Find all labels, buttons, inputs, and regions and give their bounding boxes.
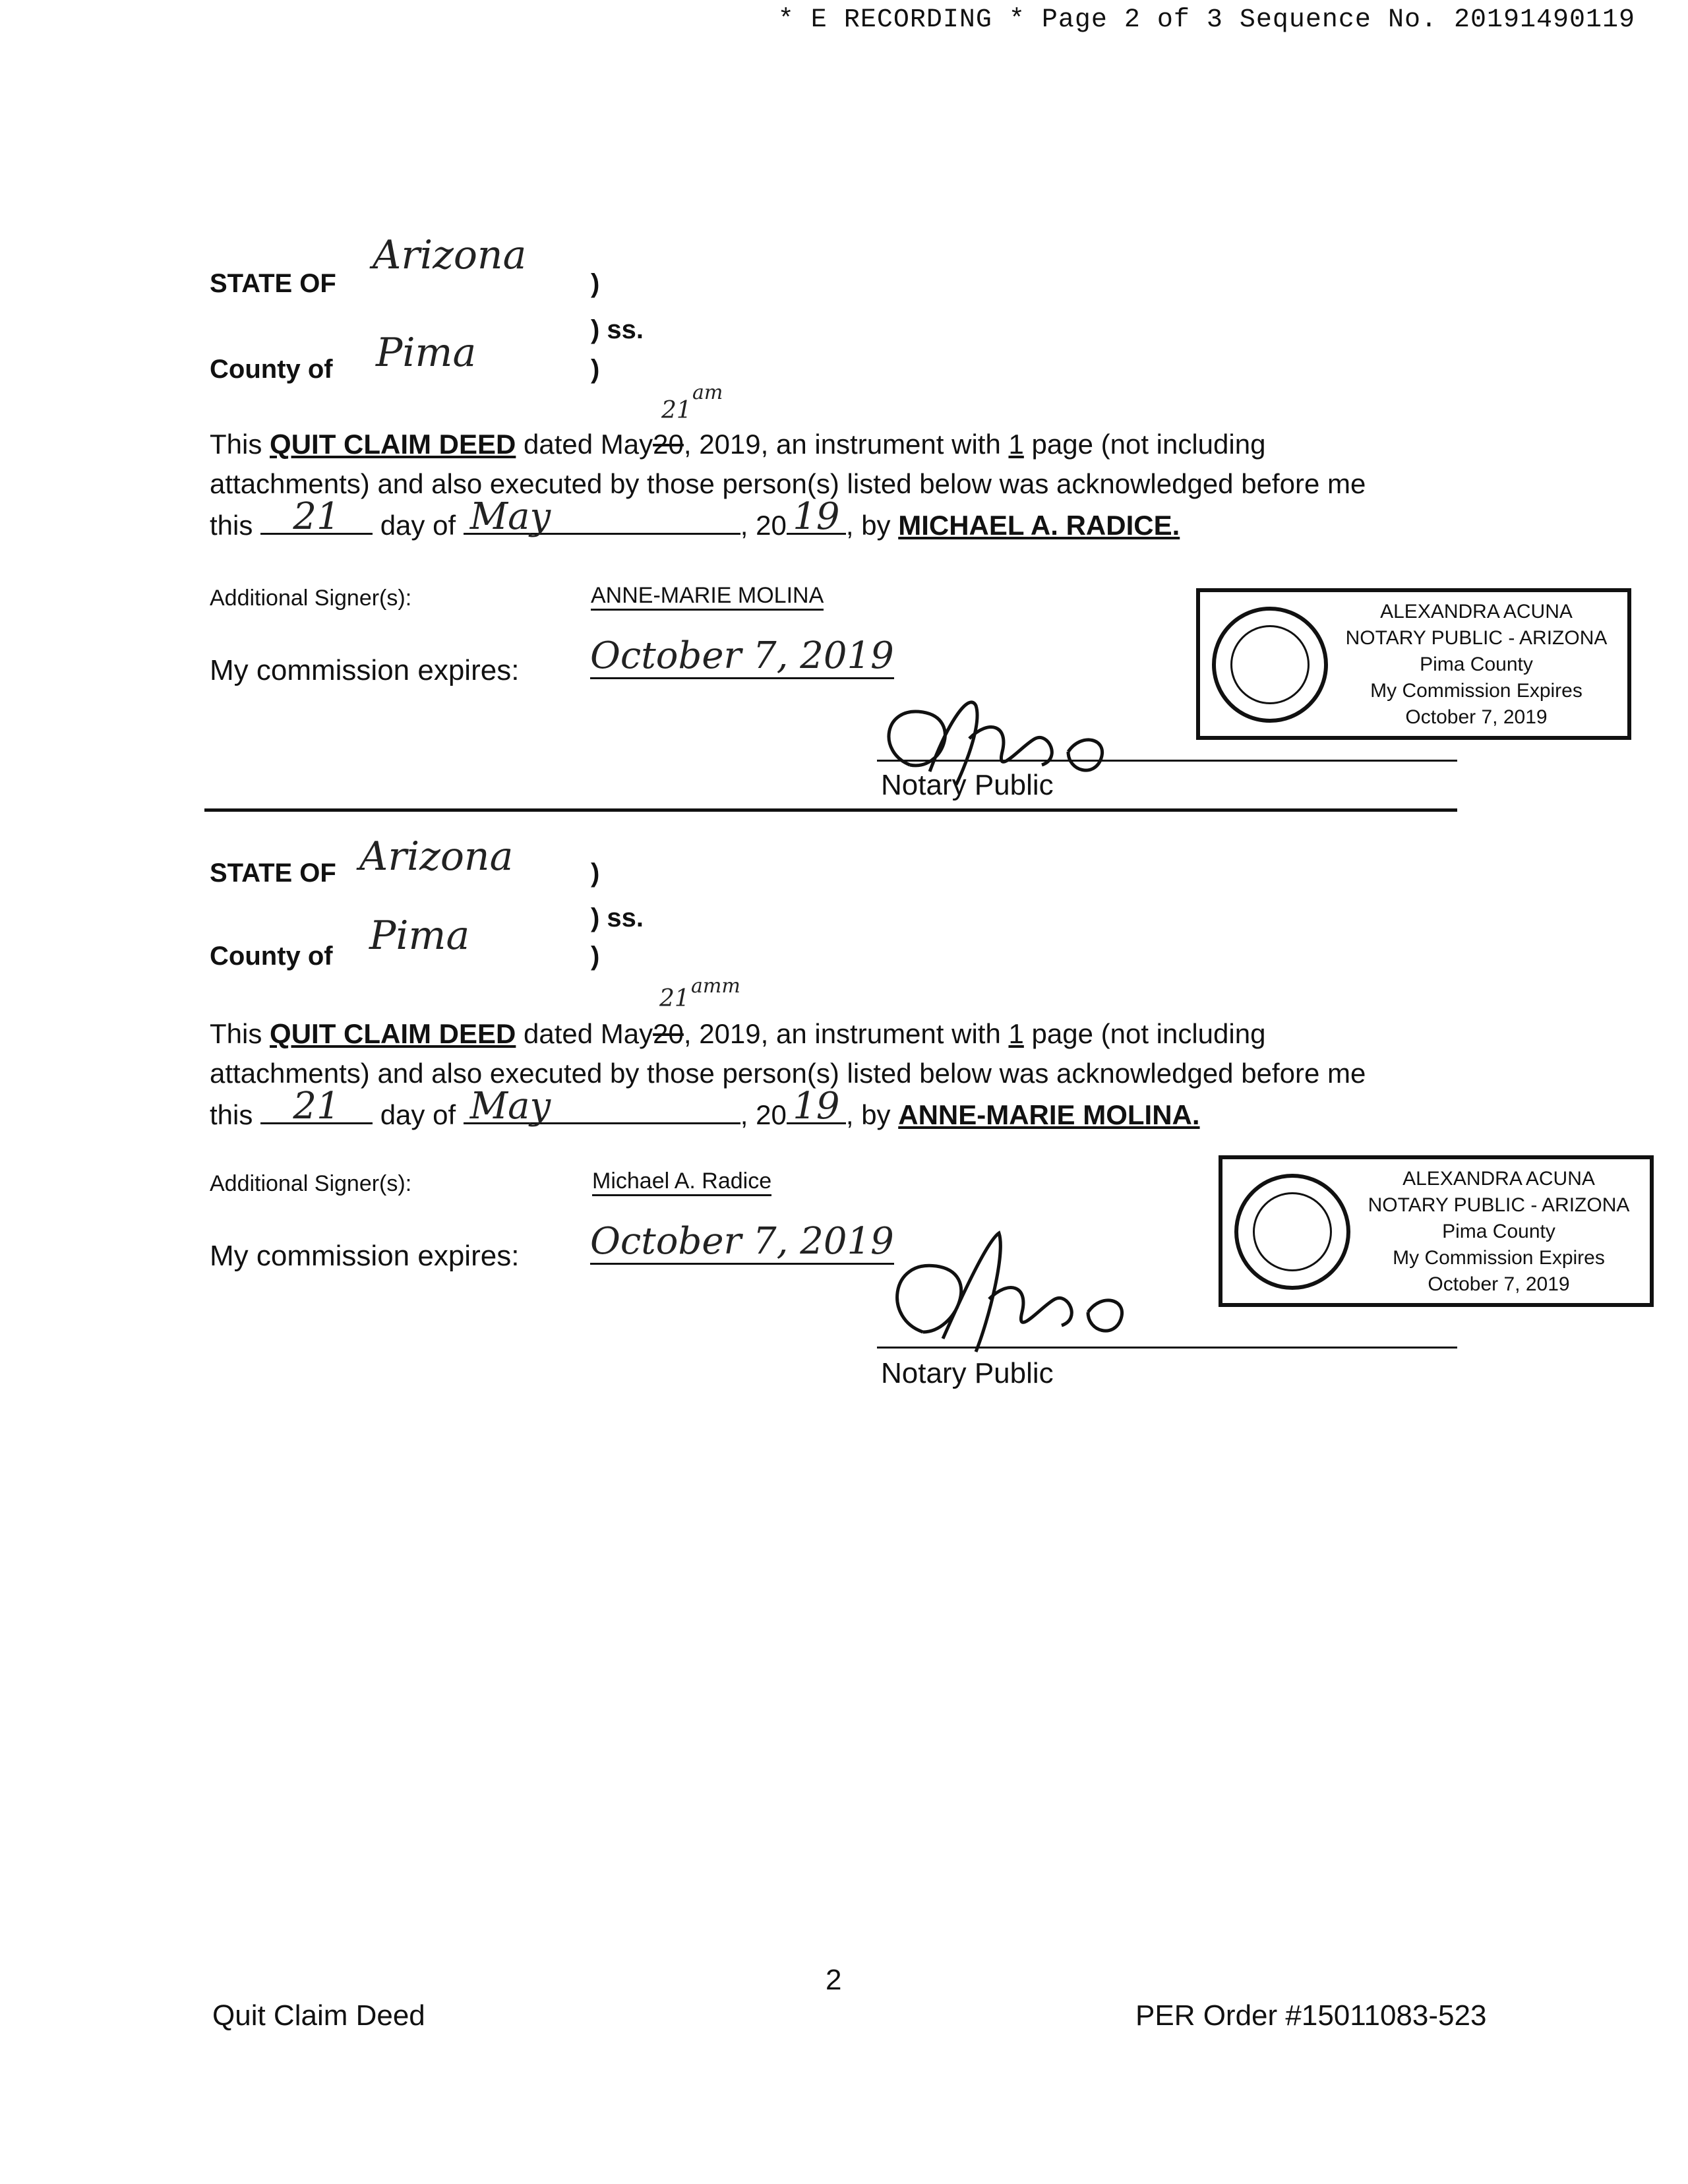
bracket: ) bbox=[591, 355, 600, 384]
day-blank: 21 bbox=[260, 504, 373, 535]
county-value-handwritten: Pima bbox=[369, 913, 470, 959]
commission-value-handwritten: October 7, 2019 bbox=[590, 1220, 894, 1265]
notary-public-label: Notary Public bbox=[881, 769, 1054, 801]
acknowledgment-line-3: this 21 day of May , 20 19 , by MICHAEL A. RADICE. bbox=[210, 495, 1180, 541]
struck-day: 20 bbox=[653, 1018, 684, 1049]
correction-initials: amm bbox=[691, 975, 740, 998]
page-number: 2 bbox=[826, 1964, 842, 1996]
acknowledgment-line-1: This QUIT CLAIM DEED dated May20, 2019, an instrument with 1 page (not including bbox=[210, 429, 1266, 460]
day-correction-handwritten: 21 bbox=[659, 985, 690, 1012]
acknowledgment-line-2: attachments) and also executed by those person(s) listed below was acknowledged before me bbox=[210, 1058, 1366, 1089]
state-value-handwritten: Arizona bbox=[373, 232, 527, 278]
commission-label: My commission expires: bbox=[210, 1240, 520, 1272]
county-value-handwritten: Pima bbox=[376, 330, 477, 376]
day-blank: 21 bbox=[260, 1093, 373, 1124]
state-label: STATE OF bbox=[210, 859, 336, 888]
document-title: QUIT CLAIM DEED bbox=[270, 429, 516, 460]
acknowledgment-line-1: This QUIT CLAIM DEED dated May20, 2019, an instrument with 1 page (not including bbox=[210, 1018, 1266, 1049]
additional-signers-value: ANNE-MARIE MOLINA bbox=[591, 583, 824, 611]
ss-marker: ) ss. bbox=[591, 903, 644, 932]
year-blank: 19 bbox=[787, 1093, 846, 1124]
notary-signature-icon bbox=[877, 1220, 1141, 1358]
state-label: STATE OF bbox=[210, 269, 336, 298]
bracket: ) bbox=[591, 942, 600, 971]
additional-signers-label: Additional Signer(s): bbox=[210, 1171, 412, 1196]
county-label: County of bbox=[210, 942, 333, 971]
acknowledgment-line-2: attachments) and also executed by those person(s) listed below was acknowledged before me bbox=[210, 468, 1366, 499]
acknowledgment-line-3: this 21 day of May , 20 19 , by ANNE-MARIE MOLINA. bbox=[210, 1085, 1200, 1130]
bracket: ) bbox=[591, 859, 600, 888]
additional-signers-label: Additional Signer(s): bbox=[210, 586, 412, 611]
notary-stamp: ALEXANDRA ACUNA NOTARY PUBLIC - ARIZONA Pima County My Commission Expires October 7, 2019 bbox=[1219, 1155, 1654, 1307]
commission-value-handwritten: October 7, 2019 bbox=[590, 634, 894, 679]
signer-name: MICHAEL A. RADICE. bbox=[898, 510, 1180, 541]
footer-order-number: PER Order #15011083-523 bbox=[1135, 1999, 1487, 2032]
month-blank: May bbox=[464, 1093, 740, 1124]
commission-label: My commission expires: bbox=[210, 654, 520, 686]
notary-public-label: Notary Public bbox=[881, 1357, 1054, 1389]
struck-day: 20 bbox=[653, 429, 684, 460]
ss-marker: ) ss. bbox=[591, 315, 644, 344]
notary-stamp: ALEXANDRA ACUNA NOTARY PUBLIC - ARIZONA Pima County My Commission Expires October 7, 2019 bbox=[1196, 588, 1631, 740]
county-label: County of bbox=[210, 355, 333, 384]
page-count: 1 bbox=[1008, 429, 1024, 460]
state-value-handwritten: Arizona bbox=[359, 834, 514, 880]
page-count: 1 bbox=[1008, 1018, 1024, 1049]
state-seal-icon bbox=[1212, 607, 1328, 723]
signature-line bbox=[877, 760, 1457, 762]
bracket: ) bbox=[591, 269, 600, 298]
recording-header: * E RECORDING * Page 2 of 3 Sequence No. 20191490119 bbox=[777, 5, 1635, 35]
state-seal-icon bbox=[1234, 1174, 1350, 1290]
section-divider bbox=[204, 808, 1457, 812]
footer-document-type: Quit Claim Deed bbox=[212, 1999, 425, 2032]
signature-line bbox=[877, 1347, 1457, 1349]
correction-initials: am bbox=[692, 381, 723, 404]
day-correction-handwritten: 21 bbox=[661, 397, 692, 424]
year-blank: 19 bbox=[787, 504, 846, 535]
additional-signers-value: Michael A. Radice bbox=[592, 1168, 771, 1196]
document-title: QUIT CLAIM DEED bbox=[270, 1018, 516, 1049]
month-blank: May bbox=[464, 504, 740, 535]
signer-name: ANNE-MARIE MOLINA. bbox=[898, 1099, 1200, 1130]
